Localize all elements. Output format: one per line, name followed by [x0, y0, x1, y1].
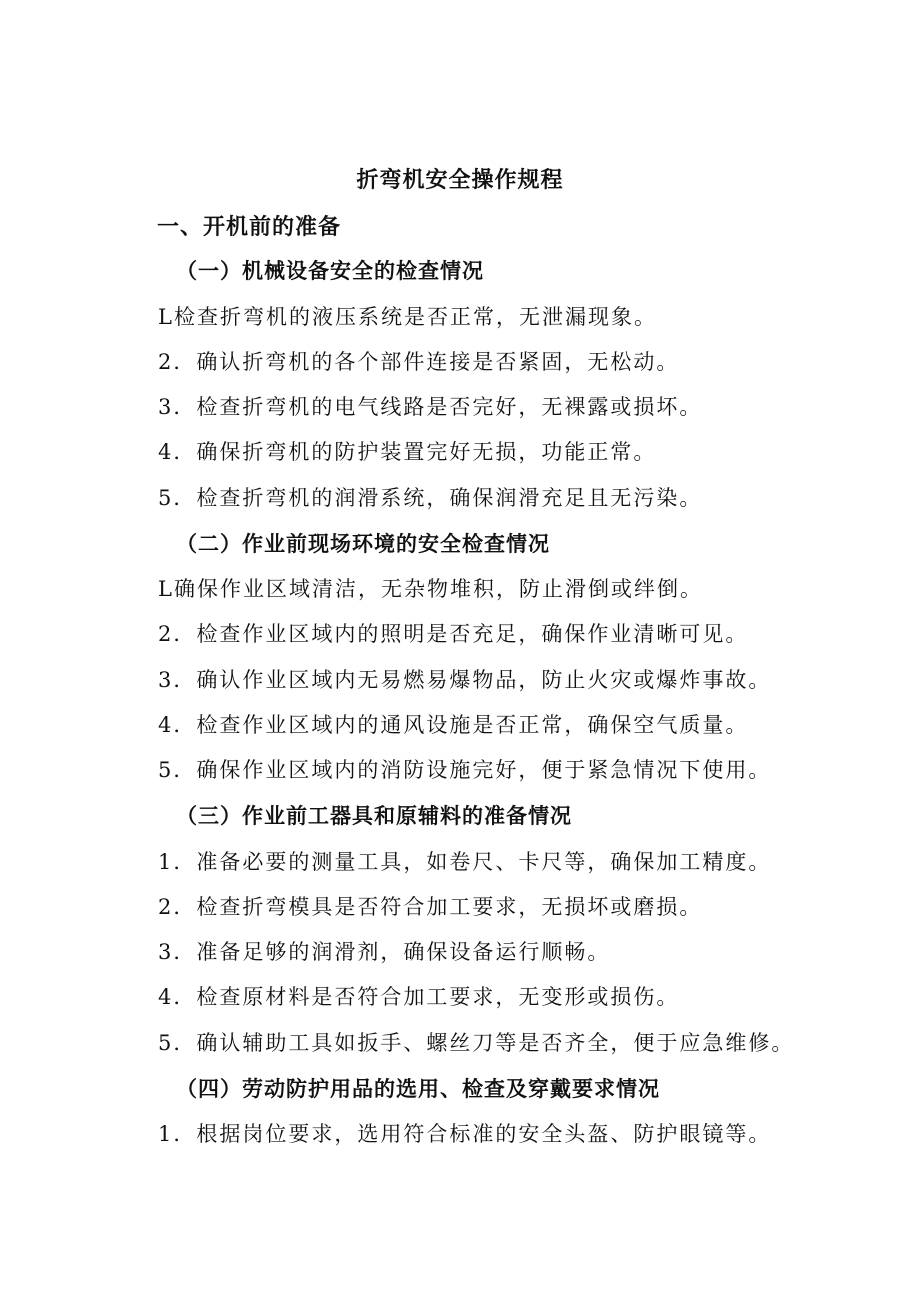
- list-item: L检查折弯机的液压系统是否正常，无泄漏现象。: [158, 305, 657, 329]
- subsection-heading-site-environment-check: （二）作业前现场环境的安全检查情况: [176, 531, 550, 556]
- list-item: 5．确认辅助工具如扳手、螺丝刀等是否齐全，便于应急维修。: [158, 1031, 795, 1055]
- list-item: 5．确保作业区域内的消防设施完好，便于紧急情况下使用。: [158, 758, 772, 782]
- list-item: 3．准备足够的润滑剂，确保设备运行顺畅。: [158, 940, 611, 964]
- list-item: 1．准备必要的测量工具，如卷尺、卡尺等，确保加工精度。: [158, 850, 772, 874]
- list-item: 1．根据岗位要求，选用符合标准的安全头盔、防护眼镜等。: [158, 1122, 772, 1146]
- document-title: 折弯机安全操作规程: [356, 167, 564, 193]
- list-item: 3．确认作业区域内无易燃易爆物品，防止火灾或爆炸事故。: [158, 668, 772, 692]
- list-item: 4．检查作业区域内的通风设施是否正常，确保空气质量。: [158, 713, 749, 737]
- list-item: 5．检查折弯机的润滑系统，确保润滑充足且无污染。: [158, 486, 703, 510]
- list-item: 3．检查折弯机的电气线路是否完好，无裸露或损坏。: [158, 395, 703, 419]
- list-item: 2．检查折弯模具是否符合加工要求，无损坏或磨损。: [158, 895, 703, 919]
- list-item: 2．检查作业区域内的照明是否充足，确保作业清晰可见。: [158, 622, 749, 646]
- subsection-heading-equipment-check: （一）机械设备安全的检查情况: [176, 258, 484, 283]
- subsection-heading-protective-equipment: （四）劳动防护用品的选用、检查及穿戴要求情况: [176, 1076, 660, 1101]
- list-item: 4．确保折弯机的防护装置完好无损，功能正常。: [158, 440, 657, 464]
- list-item: 2．确认折弯机的各个部件连接是否紧固，无松动。: [158, 350, 680, 374]
- list-item: 4．检查原材料是否符合加工要求，无变形或损伤。: [158, 985, 680, 1009]
- section-heading-startup-preparation: 一、开机前的准备: [157, 214, 342, 240]
- subsection-heading-tools-materials: （三）作业前工器具和原辅料的准备情况: [176, 803, 572, 828]
- list-item: L确保作业区域清洁，无杂物堆积，防止滑倒或绊倒。: [158, 577, 703, 601]
